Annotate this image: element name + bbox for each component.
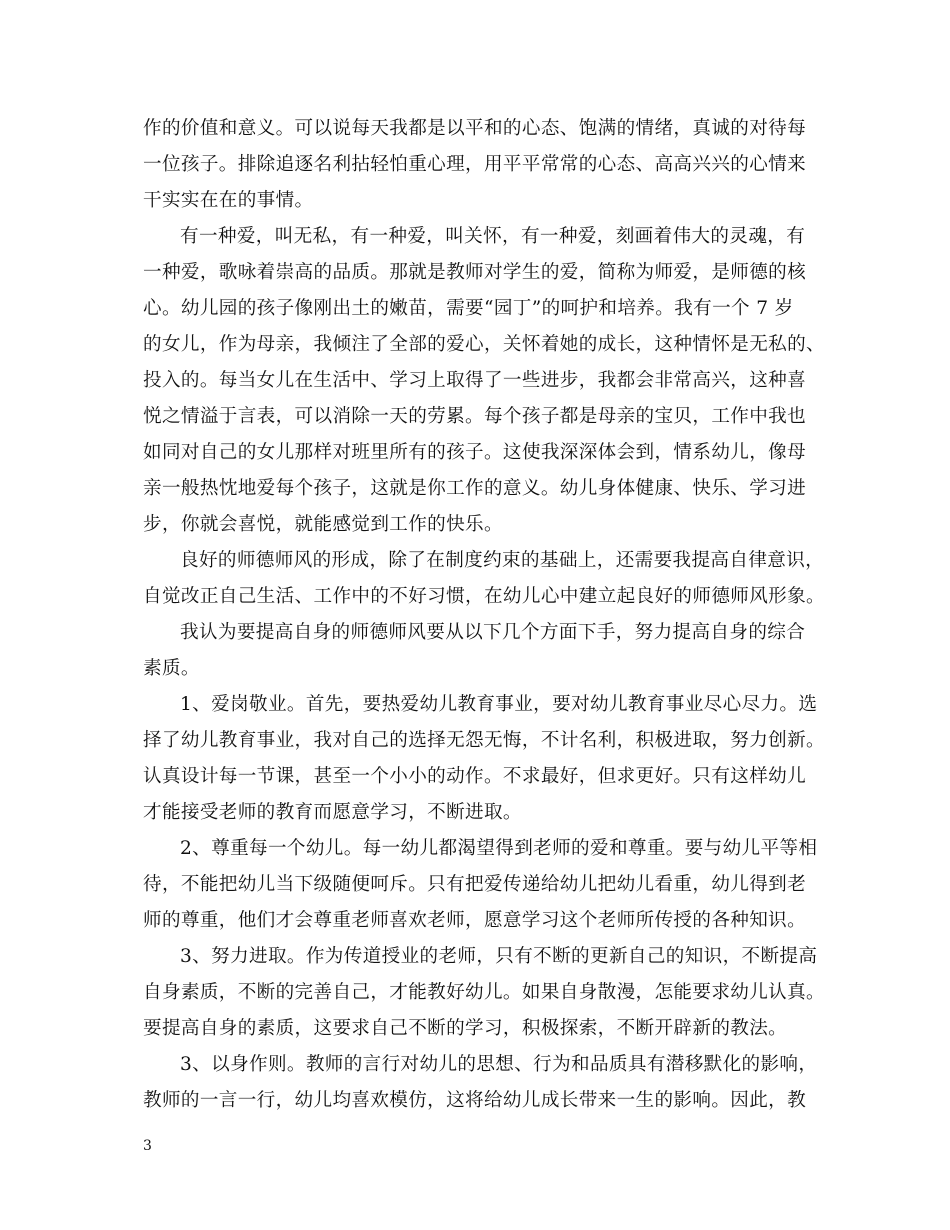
- text-line: 的女儿，作为母亲，我倾注了全部的爱心，关怀着她的成长，这种情怀是无私的、: [143, 334, 825, 355]
- text-line: 亲一般热忱地爱每个孩子，这就是你工作的意义。幼儿身体健康、快乐、学习进: [143, 478, 807, 499]
- text-line: 待，不能把幼儿当下级随便呵斥。只有把爱传递给幼儿把幼儿看重，幼儿得到老: [143, 874, 807, 895]
- text-line: 3、努力进取。作为传道授业的老师，只有不断的更新自己的知识，不断提高: [180, 946, 818, 967]
- text-line: 要提高自身的素质，这要求自己不断的学习，积极探索，不断开辟新的教法。: [143, 1018, 788, 1039]
- text-line: 如同对自己的女儿那样对班里所有的孩子。这使我深深体会到，情系幼儿，像母: [143, 442, 807, 463]
- text-line: 自身素质，不断的完善自己，才能教好幼儿。如果自身散漫，怎能要求幼儿认真。: [143, 982, 825, 1003]
- text-line: 才能接受老师的教育而愿意学习，不断进取。: [143, 802, 522, 823]
- page-number: 3: [143, 1138, 152, 1154]
- text-line: 悦之情溢于言表，可以消除一天的劳累。每个孩子都是母亲的宝贝，工作中我也: [143, 406, 807, 427]
- text-line: 教师的一言一行，幼儿均喜欢模仿，这将给幼儿成长带来一生的影响。因此，教: [143, 1090, 807, 1111]
- text-line: 有一种爱，叫无私，有一种爱，叫关怀，有一种爱，刻画着伟大的灵魂，有: [180, 226, 806, 247]
- text-line: 心。幼儿园的孩子像刚出土的嫩苗，需要“园丁”的呵护和培养。我有一个 7 岁: [143, 298, 794, 319]
- text-line: 师的尊重，他们才会尊重老师喜欢老师，愿意学习这个老师所传授的各种知识。: [143, 910, 807, 931]
- text-line: 择了幼儿教育事业，我对自己的选择无怨无悔，不计名利，积极进取，努力创新。: [143, 730, 825, 751]
- text-line: 投入的。每当女儿在生活中、学习上取得了一些进步，我都会非常高兴，这种喜: [143, 370, 807, 391]
- text-line: 2、尊重每一个幼儿。每一幼儿都渴望得到老师的爱和尊重。要与幼儿平等相: [180, 838, 818, 859]
- text-line: 步，你就会喜悦，就能感觉到工作的快乐。: [143, 514, 503, 535]
- text-line: 认真设计每一节课，甚至一个小小的动作。不求最好，但求更好。只有这样幼儿: [143, 766, 807, 787]
- text-line: 良好的师德师风的形成，除了在制度约束的基础上，还需要我提高自律意识，: [180, 550, 825, 571]
- text-line: 自觉改正自己生活、工作中的不好习惯，在幼儿心中建立起良好的师德师风形象。: [143, 586, 825, 607]
- text-line: 素质。: [143, 658, 200, 679]
- text-line: 我认为要提高自身的师德师风要从以下几个方面下手，努力提高自身的综合: [180, 622, 806, 643]
- text-line: 作的价值和意义。可以说每天我都是以平和的心态、饱满的情绪，真诚的对待每: [143, 118, 807, 139]
- text-line: 干实实在在的事情。: [143, 190, 314, 211]
- text-line: 3、以身作则。教师的言行对幼儿的思想、行为和品质具有潜移默化的影响，: [180, 1054, 818, 1075]
- text-line: 1、爱岗敬业。首先，要热爱幼儿教育事业，要对幼儿教育事业尽心尽力。选: [180, 694, 818, 715]
- text-line: 一种爱，歌咏着崇高的品质。那就是教师对学生的爱，简称为师爱，是师德的核: [143, 262, 807, 283]
- text-line: 一位孩子。排除追逐名利拈轻怕重心理，用平平常常的心态、高高兴兴的心情来: [143, 154, 807, 175]
